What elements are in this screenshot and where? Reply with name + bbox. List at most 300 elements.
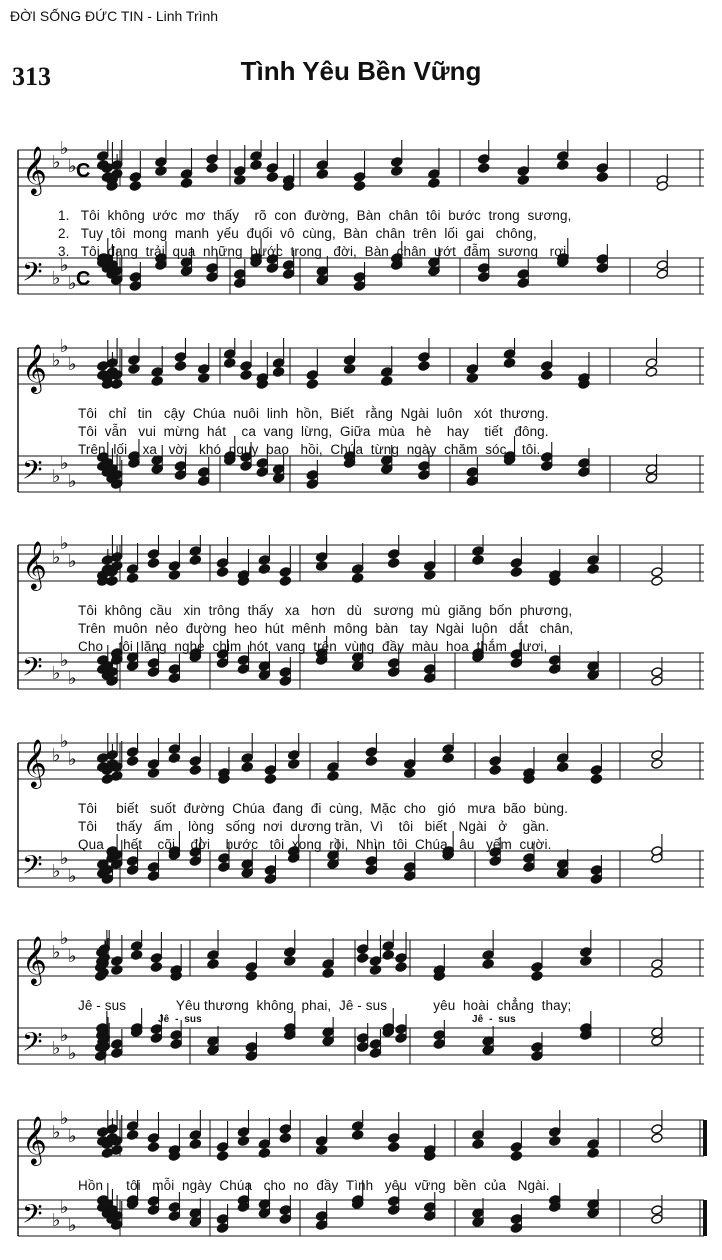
notehead [237, 1136, 249, 1147]
notehead [645, 367, 657, 378]
notehead [129, 181, 141, 192]
notehead [250, 160, 262, 171]
flat-icon: ♭ [60, 930, 69, 949]
notehead [351, 1121, 363, 1132]
notehead [180, 169, 192, 180]
flat-icon: ♭ [52, 745, 61, 766]
system-5 [0, 930, 722, 1100]
notehead [288, 759, 300, 770]
notehead [129, 272, 141, 283]
song-number: 313 [12, 62, 51, 91]
notehead [651, 576, 663, 587]
notehead [189, 856, 201, 867]
notehead [596, 163, 608, 174]
notehead [656, 260, 668, 271]
notehead [369, 956, 381, 967]
notehead [369, 1039, 381, 1050]
notehead [241, 762, 253, 773]
flat-icon: ♭ [60, 255, 69, 276]
flat-icon: ♭ [68, 668, 77, 689]
flat-icon: ♭ [68, 866, 77, 887]
notehead [240, 361, 252, 372]
time-signature: C [76, 268, 91, 290]
notehead [418, 461, 430, 472]
notehead [128, 364, 140, 375]
notehead [234, 278, 246, 289]
notehead [651, 676, 663, 687]
notehead [428, 178, 440, 189]
system-3 [0, 535, 722, 725]
notehead [189, 546, 201, 557]
notehead [126, 747, 138, 758]
notehead [596, 172, 608, 183]
notehead [556, 762, 568, 773]
notehead [306, 379, 318, 390]
notehead [353, 181, 365, 192]
notehead [284, 956, 296, 967]
notehead [590, 865, 602, 876]
treble-staff [18, 535, 704, 586]
notehead [651, 1205, 663, 1216]
notehead [353, 281, 365, 292]
lyric-line-1: Hồn tôi mỗi ngày Chúa cho no đầy Tình yêu vững bền của Ngài. [78, 1178, 550, 1193]
notehead [388, 1142, 400, 1153]
lyric-line-2: 2. Tuy tôi mong manh yếu đuối vô cùng, Bàn chân trên lối gai chông, [58, 226, 537, 241]
notehead [343, 355, 355, 366]
notehead [206, 263, 218, 274]
notehead [170, 1030, 182, 1041]
notehead [418, 352, 430, 363]
notehead [168, 753, 180, 764]
system-2 [0, 338, 722, 528]
notehead [517, 269, 529, 280]
notehead [587, 1139, 599, 1150]
notehead [442, 753, 454, 764]
notehead [482, 950, 494, 961]
notehead [651, 750, 663, 761]
notehead [216, 658, 228, 669]
notehead [442, 744, 454, 755]
notehead [388, 1133, 400, 1144]
lyric-line-1: Tôi chỉ tin cậy Chúa nuôi linh hồn, Biết rằng Ngài luôn xót thương. [78, 406, 549, 421]
notehead [388, 658, 400, 669]
notehead [343, 364, 355, 375]
notehead [510, 567, 522, 578]
notehead [168, 744, 180, 755]
lyric-line-2: Tôi thấy ấm lòng sống nơi dương trần, Vì tôi biết Ngài ở gần. [78, 819, 550, 834]
notehead [279, 1124, 291, 1135]
notehead [288, 750, 300, 761]
flat-icon: ♭ [68, 1043, 77, 1064]
notehead [272, 358, 284, 369]
notehead [126, 573, 138, 584]
notehead [356, 953, 368, 964]
notehead [382, 941, 394, 952]
notehead [111, 956, 123, 967]
notehead [189, 1130, 201, 1141]
flat-icon: ♭ [60, 535, 69, 554]
bass-clef-icon: 𝄢 [22, 849, 43, 887]
notehead [651, 1214, 663, 1225]
notehead [418, 470, 430, 481]
notehead [351, 1130, 363, 1141]
notehead [510, 1151, 522, 1162]
notehead [315, 561, 327, 572]
flat-icon: ♭ [60, 1110, 69, 1129]
notehead [651, 959, 663, 970]
notehead [266, 172, 278, 183]
notehead [466, 467, 478, 478]
notehead [587, 1148, 599, 1159]
notehead [237, 664, 249, 675]
notehead [147, 1196, 159, 1207]
notehead [147, 862, 159, 873]
notehead [369, 965, 381, 976]
flat-icon: ♭ [60, 650, 69, 671]
notehead [155, 166, 167, 177]
notehead [466, 373, 478, 384]
notehead [369, 1048, 381, 1059]
bass-clef-icon: 𝄢 [22, 454, 43, 492]
notehead [503, 349, 515, 360]
flat-icon: ♭ [68, 1215, 77, 1236]
notehead [478, 272, 490, 283]
notehead [97, 151, 109, 162]
notehead [517, 166, 529, 177]
notehead [180, 178, 192, 189]
notehead [306, 470, 318, 481]
notehead [147, 768, 159, 779]
notehead [174, 352, 186, 363]
notehead [315, 1211, 327, 1222]
notehead [356, 1042, 368, 1053]
notehead [388, 1205, 400, 1216]
notehead [489, 856, 501, 867]
notehead [489, 756, 501, 767]
notehead [351, 573, 363, 584]
notehead [556, 753, 568, 764]
notehead [424, 664, 436, 675]
notehead [503, 358, 515, 369]
notehead [388, 667, 400, 678]
notehead [216, 558, 228, 569]
notehead [151, 376, 163, 387]
notehead [478, 263, 490, 274]
flat-icon: ♭ [52, 1210, 61, 1231]
notehead [126, 856, 138, 867]
notehead [523, 853, 535, 864]
flat-icon: ♭ [60, 733, 69, 752]
notehead [580, 956, 592, 967]
notehead [258, 1139, 270, 1150]
notehead [651, 759, 663, 770]
bass-lyric: Jê - sus [472, 1014, 516, 1025]
flat-icon: ♭ [60, 1197, 69, 1218]
lyric-line-1: 1. Tôi không ước mơ thấy rõ con đường, Bàn chân tôi bước trong sương, [58, 208, 572, 223]
notehead [279, 676, 291, 687]
notehead [472, 1130, 484, 1141]
notehead [130, 941, 142, 952]
notehead [256, 467, 268, 478]
notehead [206, 163, 218, 174]
notehead [590, 765, 602, 776]
notehead [216, 1142, 228, 1153]
notehead [549, 1127, 561, 1138]
notehead [424, 1211, 436, 1222]
notehead [541, 361, 553, 372]
notehead [266, 263, 278, 274]
notehead [557, 151, 569, 162]
notehead [549, 655, 561, 666]
notehead [155, 157, 167, 168]
notehead [189, 555, 201, 566]
notehead [541, 461, 553, 472]
lyric-line-3: Trên lối xa vời khó nguy bao hồi, Chúa từng ngày chăm sóc tôi. [78, 442, 541, 457]
bass-clef-icon: 𝄢 [22, 1026, 43, 1064]
notehead [279, 1205, 291, 1216]
notehead [224, 349, 236, 360]
system-1 [0, 140, 722, 330]
notehead [174, 461, 186, 472]
notehead [578, 458, 590, 469]
flat-icon: ♭ [52, 268, 61, 289]
notehead [279, 576, 291, 587]
flat-icon: ♭ [68, 471, 77, 492]
flat-icon: ♭ [52, 942, 61, 963]
notehead [237, 1127, 249, 1138]
notehead [147, 667, 159, 678]
notehead [150, 962, 162, 973]
notehead [306, 370, 318, 381]
notehead [645, 358, 657, 369]
flat-icon: ♭ [52, 663, 61, 684]
notehead [234, 175, 246, 186]
notehead [549, 1136, 561, 1147]
notehead [523, 862, 535, 873]
notehead [206, 272, 218, 283]
flat-icon: ♭ [60, 140, 69, 159]
notehead [433, 1039, 445, 1050]
notehead [590, 774, 602, 785]
notehead [168, 673, 180, 684]
notehead [168, 1211, 180, 1222]
notehead [258, 1148, 270, 1159]
notehead [472, 555, 484, 566]
notehead [168, 570, 180, 581]
bass-clef-icon: 𝄢 [22, 1198, 43, 1236]
notehead [315, 1136, 327, 1147]
notehead [279, 567, 291, 578]
notehead [482, 959, 494, 970]
notehead [240, 370, 252, 381]
notehead [245, 962, 257, 973]
notehead [365, 747, 377, 758]
notehead [174, 470, 186, 481]
notehead [587, 564, 599, 575]
treble-clef-icon: 𝄞 [22, 738, 47, 787]
notehead [126, 756, 138, 767]
notehead [250, 151, 262, 162]
notehead [111, 379, 123, 390]
notehead [126, 1121, 138, 1132]
flat-icon: ♭ [52, 547, 61, 568]
notehead [282, 260, 294, 271]
notehead [207, 959, 219, 970]
treble-staff [18, 930, 704, 981]
notehead [424, 570, 436, 581]
notehead [170, 1039, 182, 1050]
flat-icon: ♭ [68, 156, 77, 177]
notehead [241, 753, 253, 764]
notehead [147, 558, 159, 569]
notehead [327, 771, 339, 782]
notehead [365, 865, 377, 876]
notehead [315, 1145, 327, 1156]
notehead [237, 655, 249, 666]
notehead [578, 467, 590, 478]
notehead [531, 1042, 543, 1053]
notehead [531, 962, 543, 973]
notehead [282, 269, 294, 280]
notehead [531, 1051, 543, 1062]
notehead [424, 561, 436, 572]
notehead [510, 1142, 522, 1153]
lyric-line-3: Cho tôi lặng nghe chim hót vang trên vùng đầy màu hoa thắm tươi, [78, 639, 548, 654]
notehead [174, 361, 186, 372]
notehead [316, 169, 328, 180]
notehead [541, 370, 553, 381]
notehead [168, 664, 180, 675]
notehead [510, 1214, 522, 1225]
notehead [388, 549, 400, 560]
notehead [315, 1220, 327, 1231]
notehead [404, 862, 416, 873]
notehead [651, 1124, 663, 1135]
flat-icon: ♭ [68, 354, 77, 375]
notehead [284, 947, 296, 958]
notehead [478, 163, 490, 174]
notehead [216, 1214, 228, 1225]
notehead [266, 163, 278, 174]
notehead [391, 157, 403, 168]
flat-icon: ♭ [68, 1126, 77, 1147]
notehead [272, 367, 284, 378]
flat-icon: ♭ [68, 749, 77, 770]
notehead [365, 756, 377, 767]
notehead [356, 1033, 368, 1044]
flat-icon: ♭ [68, 273, 77, 294]
notehead [147, 759, 159, 770]
flat-icon: ♭ [60, 453, 69, 474]
flat-icon: ♭ [52, 152, 61, 173]
notehead [587, 555, 599, 566]
notehead [510, 1223, 522, 1234]
notehead [388, 558, 400, 569]
notehead [353, 172, 365, 183]
notehead [264, 765, 276, 776]
notehead [428, 169, 440, 180]
notehead [381, 367, 393, 378]
notehead [382, 950, 394, 961]
notehead [264, 874, 276, 885]
notehead [258, 564, 270, 575]
notehead [306, 479, 318, 490]
flat-icon: ♭ [52, 1038, 61, 1059]
notehead [207, 950, 219, 961]
notehead [189, 1139, 201, 1150]
notehead [198, 364, 210, 375]
notehead [198, 476, 210, 487]
notehead [580, 947, 592, 958]
treble-staff [18, 140, 704, 191]
notehead [106, 576, 118, 587]
flat-icon: ♭ [68, 551, 77, 572]
lyric-line-3: 3. Tôi đang trải qua những bước trong đời, Bàn chân ướt đẫm sương rơi, [58, 244, 571, 259]
flat-icon: ♭ [60, 1025, 69, 1046]
song-title: Tình Yêu Bền Vững [240, 56, 482, 86]
notehead [216, 1223, 228, 1234]
notehead [150, 1033, 162, 1044]
notehead [395, 953, 407, 964]
notehead [517, 175, 529, 186]
treble-staff [18, 733, 704, 784]
notehead [404, 759, 416, 770]
book-title: ĐỜI SỐNG ĐỨC TIN - Linh Trình [10, 8, 219, 24]
notehead [128, 355, 140, 366]
notehead [510, 558, 522, 569]
flat-icon: ♭ [68, 946, 77, 967]
bass-clef-icon: 𝄢 [22, 256, 43, 294]
notehead [316, 160, 328, 171]
notehead [590, 874, 602, 885]
notehead [279, 667, 291, 678]
notehead [147, 871, 159, 882]
notehead [656, 269, 668, 280]
treble-staff [18, 338, 704, 389]
notehead [150, 953, 162, 964]
notehead [424, 1202, 436, 1213]
notehead [424, 673, 436, 684]
notehead [129, 172, 141, 183]
notehead [258, 555, 270, 566]
notehead [218, 853, 230, 864]
notehead [147, 658, 159, 669]
notehead [245, 1051, 257, 1062]
notehead [168, 561, 180, 572]
notehead [651, 567, 663, 578]
lyric-line-2: Tôi vẫn vui mừng hát ca vang lừng, Giữa mùa hè hay tiết đông. [78, 424, 549, 439]
notehead [549, 664, 561, 675]
treble-clef-icon: 𝄞 [22, 540, 47, 589]
notehead [130, 950, 142, 961]
notehead [264, 865, 276, 876]
notehead [216, 1151, 228, 1162]
notehead [126, 865, 138, 876]
notehead [129, 281, 141, 292]
notehead [126, 1130, 138, 1141]
notehead [218, 862, 230, 873]
flat-icon: ♭ [52, 861, 61, 882]
notehead [279, 1214, 291, 1225]
notehead [651, 667, 663, 678]
notehead [224, 358, 236, 369]
notehead [395, 1024, 407, 1035]
notehead [256, 458, 268, 469]
notehead [111, 965, 123, 976]
notehead [279, 1133, 291, 1144]
notehead [150, 1024, 162, 1035]
lyric-line-1: Tôi không cầu xin trông thấy xa hơn dù sương mù giăng bốn phương, [78, 603, 573, 618]
